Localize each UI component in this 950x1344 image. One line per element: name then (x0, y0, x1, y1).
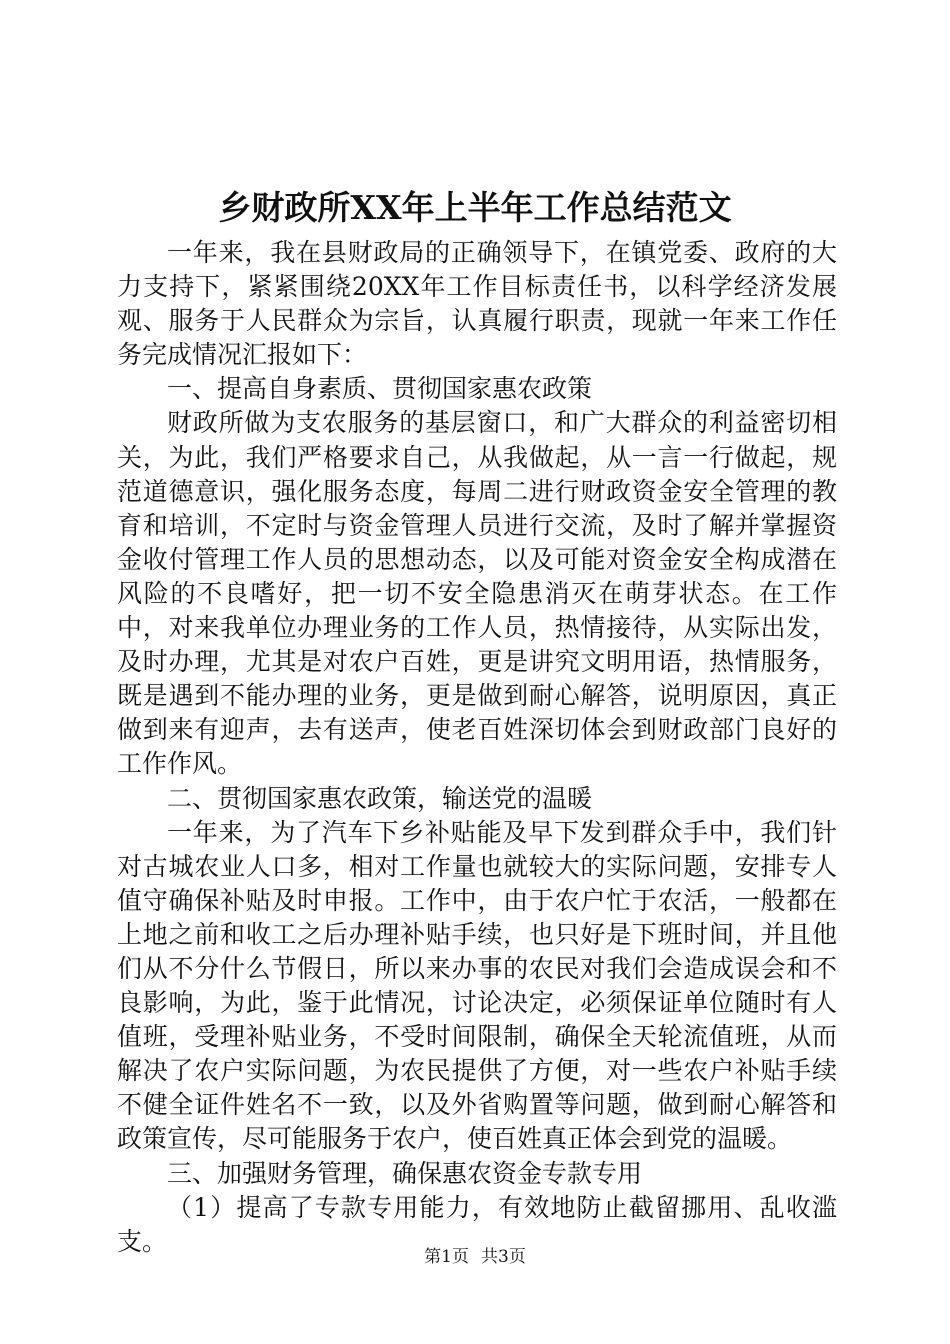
page-footer (0, 1245, 950, 1269)
section-heading-1: 一、提高自身素质、贯彻国家惠农政策 (167, 374, 593, 404)
document-body (117, 236, 837, 1259)
document-title: 乡财政所XX年上半年工作总结范文 (218, 188, 732, 227)
paragraph-section-1: 财政所做为支农服务的基层窗口，和广大群众的利益密切相关，为此，我们严格要求自己，从我做起，从一言一行做起，规范道德意识，强化服务态度，每周二进行财政资金安全管理的教育和培训，不定时与资金管理人员进行交流，及时了解并掌握资金收付管理工作人员的思想动态，以及可能对资金安全构成潜在风险的不良嗜好，把一切不安全隐患消灭在萌芽状态。在工作中，对来我单位办理业务的工作人员，热情接待，从实际出发，及时办理，尤其是对农户百姓，更是讲究文明用语，热情服务，既是遇到不能办理的业务，更是做到耐心解答，说明原因，真正做到来有迎声，去有送声，使老百姓深切体会到财政部门良好的工作作风。 (117, 408, 837, 779)
page-number: 第1页 (424, 1247, 469, 1267)
section-heading-3: 三、加强财务管理，确保惠农资金专款专用 (167, 1158, 643, 1188)
section-heading-2: 二、贯彻国家惠农政策，输送党的温暖 (167, 783, 593, 813)
paragraph-section-3-item-1: （1）提高了专款专用能力，有效地防止截留挪用、乱收滥支。 (117, 1192, 837, 1256)
paragraph-section-2: 一年来，为了汽车下乡补贴能及早下发到群众手中，我们针对古城农业人口多，相对工作量也就较大的实际问题，安排专人值守确保补贴及时申报。工作中，由于农户忙于农活，一般都在上地之前和收工之后办理补贴手续，也只好是下班时间，并且他们从不分什么节假日，所以来办事的农民对我们会造成误会和不良影响，为此，鉴于此情况，讨论决定，必须保证单位随时有人值班，受理补贴业务，不受时间限制，确保全天轮流值班，从而解决了农户实际问题，为农民提供了方便，对一些农户补贴手续不健全证件姓名不一致，以及外省购置等问题，做到耐心解答和政策宣传，尽可能服务于农户，使百姓真正体会到党的温暖。 (117, 817, 837, 1154)
page-total: 共3页 (481, 1247, 526, 1267)
paragraph-intro: 一年来，我在县财政局的正确领导下，在镇党委、政府的大力支持下，紧紧围绕20XX年工作目标责任书，以科学经济发展观、服务于人民群众为宗旨，认真履行职责，现就一年来工作任务完成情况汇报如下： (117, 238, 837, 370)
